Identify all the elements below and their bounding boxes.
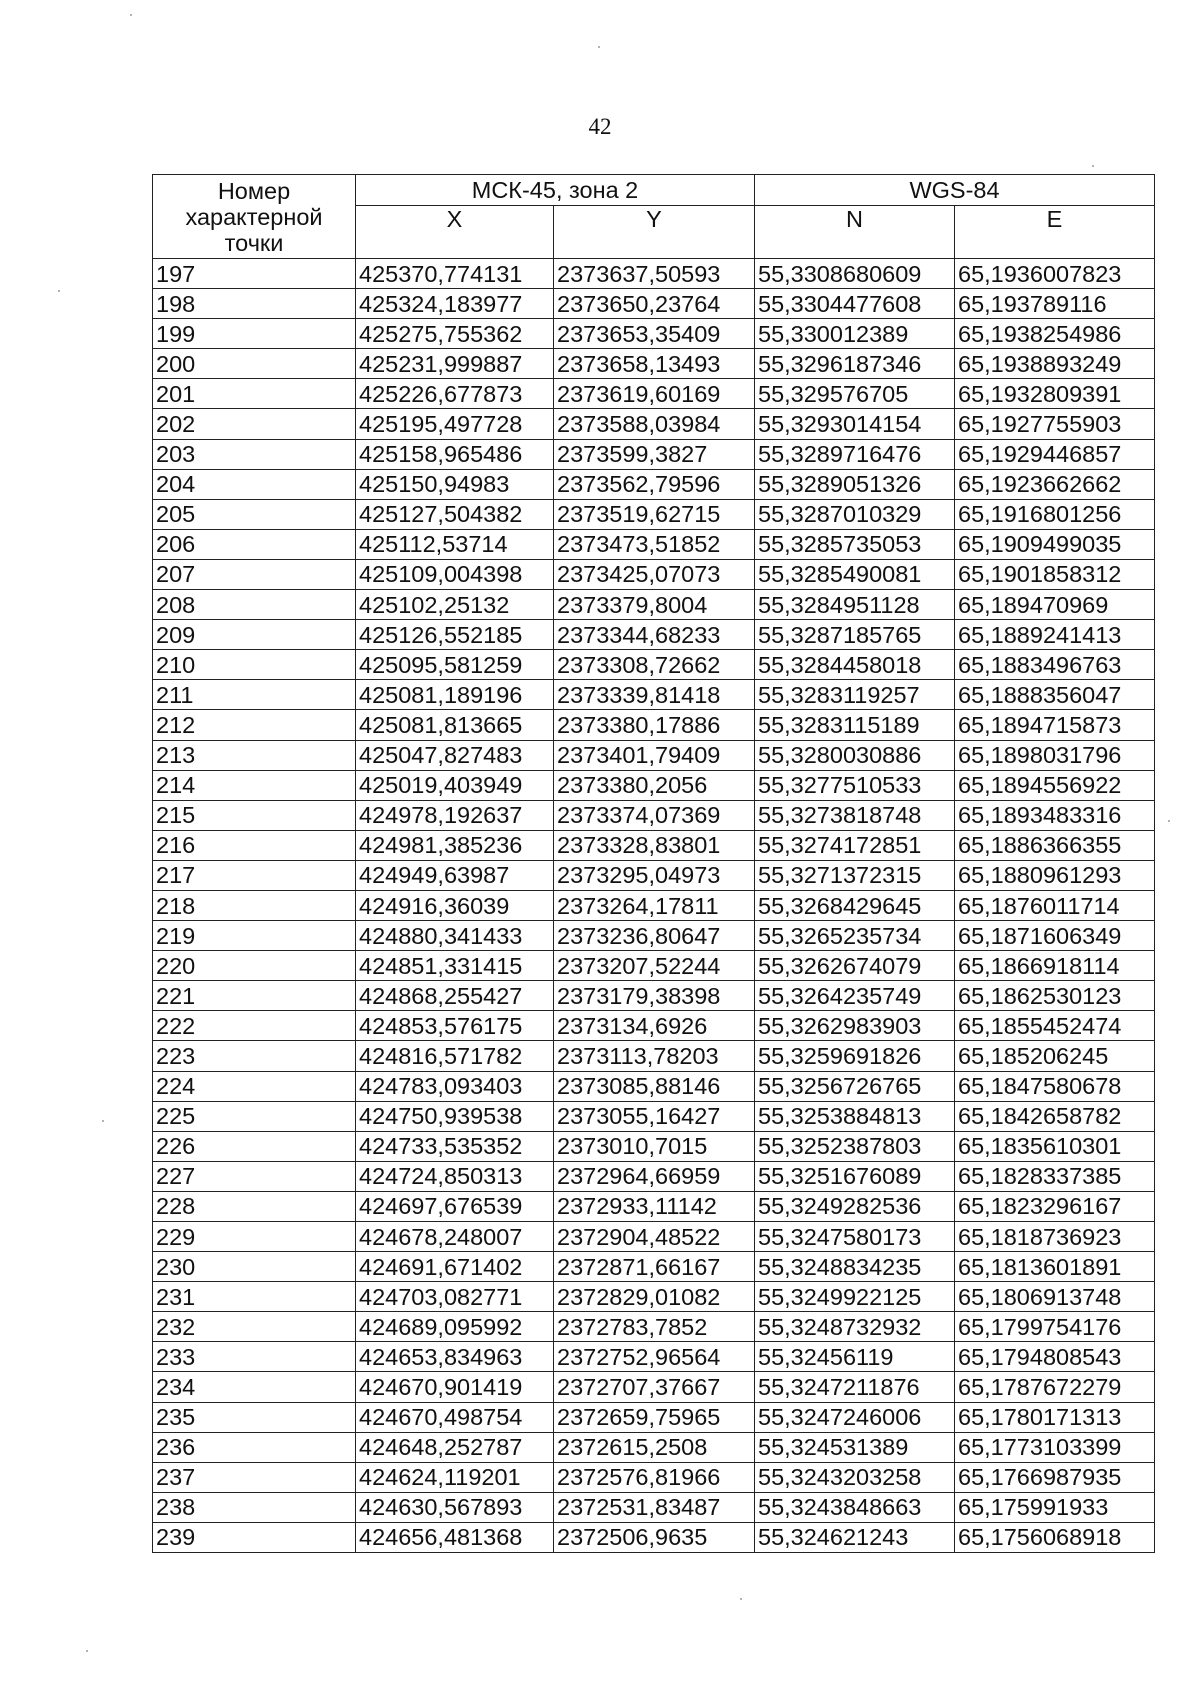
y-cell: 2373236,80647 [554,921,755,951]
point-number-cell: 225 [153,1101,356,1131]
point-number-cell: 204 [153,469,356,499]
n-cell: 55,3285735053 [755,529,955,559]
n-cell: 55,3289716476 [755,439,955,469]
page-number: 42 [588,114,612,139]
point-number-cell: 214 [153,770,356,800]
e-cell: 65,1835610301 [955,1131,1155,1161]
x-cell: 424703,082771 [356,1282,554,1312]
y-cell: 2373179,38398 [554,981,755,1011]
y-cell: 2373653,35409 [554,319,755,349]
table-row [153,770,1155,800]
point-number-cell: 232 [153,1312,356,1342]
point-number-cell: 215 [153,800,356,830]
x-cell: 424853,576175 [356,1011,554,1041]
n-cell: 55,3304477608 [755,289,955,319]
table-row [153,860,1155,890]
e-cell: 65,1894556922 [955,770,1155,800]
e-cell: 65,1932809391 [955,379,1155,409]
n-cell: 55,3285490081 [755,559,955,589]
e-cell: 65,1938893249 [955,349,1155,379]
point-number-cell: 228 [153,1191,356,1221]
table-row [153,1011,1155,1041]
e-cell: 65,1894715873 [955,710,1155,740]
point-number-cell: 208 [153,590,356,620]
y-cell: 2373207,52244 [554,951,755,981]
table-row [153,1282,1155,1312]
n-cell: 55,3296187346 [755,349,955,379]
x-cell: 425019,403949 [356,770,554,800]
table-row [153,890,1155,920]
e-cell: 65,1901858312 [955,559,1155,589]
table-row [153,1041,1155,1071]
e-cell: 65,1766987935 [955,1462,1155,1492]
x-cell: 424689,095992 [356,1312,554,1342]
n-cell: 55,3274172851 [755,830,955,860]
e-cell: 65,1883496763 [955,650,1155,680]
n-cell: 55,3262983903 [755,1011,955,1041]
table-row [153,409,1155,439]
n-cell: 55,3259691826 [755,1041,955,1071]
table-row [153,921,1155,951]
x-cell: 425226,677873 [356,379,554,409]
e-cell: 65,1938254986 [955,319,1155,349]
table-row [153,1342,1155,1372]
point-number-cell: 227 [153,1161,356,1191]
x-cell: 424783,093403 [356,1071,554,1101]
x-cell: 425081,189196 [356,680,554,710]
y-cell: 2372531,83487 [554,1492,755,1522]
point-number-cell: 235 [153,1402,356,1432]
y-cell: 2373650,23764 [554,289,755,319]
e-cell: 65,1842658782 [955,1101,1155,1131]
table-row [153,1522,1155,1552]
n-cell: 55,3284951128 [755,590,955,620]
n-cell: 55,3262674079 [755,951,955,981]
table-row [153,800,1155,830]
table-row [153,439,1155,469]
n-cell: 55,3247211876 [755,1372,955,1402]
table-row [153,1071,1155,1101]
point-number-cell: 211 [153,680,356,710]
e-cell: 65,1929446857 [955,439,1155,469]
x-cell: 424630,567893 [356,1492,554,1522]
table-row [153,1131,1155,1161]
scan-speck [130,14,132,16]
point-number-cell: 203 [153,439,356,469]
y-cell: 2372659,75965 [554,1402,755,1432]
x-cell: 425231,999887 [356,349,554,379]
e-cell: 65,1828337385 [955,1161,1155,1191]
scan-speck [1092,165,1094,167]
y-cell: 2373339,81418 [554,680,755,710]
x-cell: 424949,63987 [356,860,554,890]
y-cell: 2372615,2508 [554,1432,755,1462]
n-cell: 55,3280030886 [755,740,955,770]
n-cell: 55,3273818748 [755,800,955,830]
y-cell: 2373380,17886 [554,710,755,740]
e-cell: 65,1855452474 [955,1011,1155,1041]
y-cell: 2373380,2056 [554,770,755,800]
y-cell: 2372752,96564 [554,1342,755,1372]
e-cell: 65,1847580678 [955,1071,1155,1101]
e-cell: 65,1787672279 [955,1372,1155,1402]
x-cell: 424624,119201 [356,1462,554,1492]
x-cell: 425158,965486 [356,439,554,469]
n-cell: 55,3293014154 [755,409,955,439]
n-cell: 55,3287185765 [755,620,955,650]
table-row [153,1462,1155,1492]
table-header [153,175,1155,259]
x-cell: 424851,331415 [356,951,554,981]
table-row [153,559,1155,589]
x-cell: 424981,385236 [356,830,554,860]
y-cell: 2373619,60169 [554,379,755,409]
table-row [153,650,1155,680]
table-row [153,1252,1155,1282]
point-number-cell: 198 [153,289,356,319]
y-cell: 2373637,50593 [554,259,755,289]
point-number-cell: 239 [153,1522,356,1552]
point-number-cell: 206 [153,529,356,559]
n-cell: 55,3284458018 [755,650,955,680]
e-cell: 65,1898031796 [955,740,1155,770]
e-cell: 65,1893483316 [955,800,1155,830]
point-number-cell: 237 [153,1462,356,1492]
e-cell: 65,1888356047 [955,680,1155,710]
e-cell: 65,185206245 [955,1041,1155,1071]
scan-speck [102,1120,104,1122]
table-row [153,529,1155,559]
e-cell: 65,1909499035 [955,529,1155,559]
y-cell: 2373113,78203 [554,1041,755,1071]
e-cell: 65,1823296167 [955,1191,1155,1221]
x-cell: 424750,939538 [356,1101,554,1131]
x-cell: 424733,535352 [356,1131,554,1161]
e-cell: 65,1806913748 [955,1282,1155,1312]
n-cell: 55,3252387803 [755,1131,955,1161]
point-number-cell: 212 [153,710,356,740]
point-number-cell: 226 [153,1131,356,1161]
e-column-header: E [955,206,1155,259]
point-number-cell: 234 [153,1372,356,1402]
n-cell: 55,3289051326 [755,469,955,499]
y-cell: 2373588,03984 [554,409,755,439]
n-cell: 55,3308680609 [755,259,955,289]
x-cell: 425127,504382 [356,499,554,529]
n-cell: 55,32456119 [755,1342,955,1372]
e-cell: 65,1936007823 [955,259,1155,289]
point-number-cell: 202 [153,409,356,439]
y-cell: 2372904,48522 [554,1222,755,1252]
x-cell: 425095,581259 [356,650,554,680]
n-cell: 55,3264235749 [755,981,955,1011]
n-cell: 55,3247246006 [755,1402,955,1432]
point-number-cell: 209 [153,620,356,650]
n-cell: 55,3283119257 [755,680,955,710]
point-number-cell: 200 [153,349,356,379]
point-number-cell: 207 [153,559,356,589]
y-cell: 2373401,79409 [554,740,755,770]
y-cell: 2372933,11142 [554,1191,755,1221]
e-cell: 65,1886366355 [955,830,1155,860]
scan-speck [598,46,600,48]
point-number-cell: 210 [153,650,356,680]
point-number-header: Номер характерной точки [153,175,356,259]
point-number-cell: 230 [153,1252,356,1282]
x-cell: 425112,53714 [356,529,554,559]
table-row [153,590,1155,620]
table-row [153,830,1155,860]
point-number-cell: 223 [153,1041,356,1071]
n-column-header: N [755,206,955,259]
x-cell: 424691,671402 [356,1252,554,1282]
y-column-header: Y [554,206,755,259]
e-cell: 65,1780171313 [955,1402,1155,1432]
n-cell: 55,324621243 [755,1522,955,1552]
n-cell: 55,3243203258 [755,1462,955,1492]
e-cell: 65,1923662662 [955,469,1155,499]
n-cell: 55,3256726765 [755,1071,955,1101]
x-cell: 424648,252787 [356,1432,554,1462]
y-cell: 2372871,66167 [554,1252,755,1282]
e-cell: 65,175991933 [955,1492,1155,1522]
table-row [153,981,1155,1011]
y-cell: 2372783,7852 [554,1312,755,1342]
y-cell: 2372576,81966 [554,1462,755,1492]
n-cell: 55,3268429645 [755,890,955,920]
x-cell: 424656,481368 [356,1522,554,1552]
e-cell: 65,1799754176 [955,1312,1155,1342]
x-cell: 425195,497728 [356,409,554,439]
y-cell: 2373308,72662 [554,650,755,680]
x-cell: 425324,183977 [356,289,554,319]
table-row [153,379,1155,409]
table-row [153,951,1155,981]
table-row [153,499,1155,529]
e-cell: 65,193789116 [955,289,1155,319]
x-cell: 424670,901419 [356,1372,554,1402]
e-cell: 65,1862530123 [955,981,1155,1011]
x-cell: 424868,255427 [356,981,554,1011]
table-row [153,1101,1155,1131]
y-cell: 2373085,88146 [554,1071,755,1101]
table-row [153,1402,1155,1432]
n-cell: 55,3249922125 [755,1282,955,1312]
point-number-cell: 238 [153,1492,356,1522]
point-number-cell: 218 [153,890,356,920]
e-cell: 65,189470969 [955,590,1155,620]
scan-speck [1168,820,1170,822]
y-cell: 2373519,62715 [554,499,755,529]
x-cell: 424880,341433 [356,921,554,951]
x-cell: 425109,004398 [356,559,554,589]
table-row [153,259,1155,289]
wgs-84-header: WGS-84 [755,175,1155,206]
x-cell: 424816,571782 [356,1041,554,1071]
y-cell: 2373599,3827 [554,439,755,469]
e-cell: 65,1916801256 [955,499,1155,529]
n-cell: 55,3251676089 [755,1161,955,1191]
point-number-cell: 221 [153,981,356,1011]
x-cell: 424670,498754 [356,1402,554,1432]
table-row [153,680,1155,710]
x-cell: 425126,552185 [356,620,554,650]
point-number-cell: 199 [153,319,356,349]
x-cell: 425370,774131 [356,259,554,289]
table-row [153,1222,1155,1252]
point-number-cell: 236 [153,1432,356,1462]
point-number-cell: 201 [153,379,356,409]
n-cell: 55,3243848663 [755,1492,955,1522]
point-number-cell: 219 [153,921,356,951]
table-row [153,1372,1155,1402]
table-body [153,259,1155,1553]
x-cell: 424978,192637 [356,800,554,830]
n-cell: 55,330012389 [755,319,955,349]
y-cell: 2373055,16427 [554,1101,755,1131]
y-cell: 2372506,9635 [554,1522,755,1552]
table-row [153,469,1155,499]
n-cell: 55,3277510533 [755,770,955,800]
table-row [153,289,1155,319]
x-cell: 424653,834963 [356,1342,554,1372]
table-row [153,1432,1155,1462]
e-cell: 65,1813601891 [955,1252,1155,1282]
e-cell: 65,1794808543 [955,1342,1155,1372]
n-cell: 55,3271372315 [755,860,955,890]
y-cell: 2373374,07369 [554,800,755,830]
y-cell: 2373328,83801 [554,830,755,860]
y-cell: 2372707,37667 [554,1372,755,1402]
e-cell: 65,1880961293 [955,860,1155,890]
y-cell: 2372964,66959 [554,1161,755,1191]
e-cell: 65,1889241413 [955,620,1155,650]
n-cell: 55,329576705 [755,379,955,409]
table-row [153,1161,1155,1191]
table-row [153,1312,1155,1342]
point-number-cell: 224 [153,1071,356,1101]
point-number-cell: 217 [153,860,356,890]
x-column-header: X [356,206,554,259]
x-cell: 425102,25132 [356,590,554,620]
table-row [153,349,1155,379]
point-number-cell: 197 [153,259,356,289]
y-cell: 2372829,01082 [554,1282,755,1312]
y-cell: 2373379,8004 [554,590,755,620]
e-cell: 65,1927755903 [955,409,1155,439]
point-number-cell: 213 [153,740,356,770]
scan-speck [58,290,60,292]
scan-speck [740,1598,742,1600]
y-cell: 2373658,13493 [554,349,755,379]
point-number-cell: 233 [153,1342,356,1372]
e-cell: 65,1876011714 [955,890,1155,920]
n-cell: 55,3283115189 [755,710,955,740]
x-cell: 425275,755362 [356,319,554,349]
y-cell: 2373473,51852 [554,529,755,559]
x-cell: 425081,813665 [356,710,554,740]
coordinates-table [152,174,1155,1553]
n-cell: 55,3287010329 [755,499,955,529]
y-cell: 2373344,68233 [554,620,755,650]
table-row [153,319,1155,349]
x-cell: 424724,850313 [356,1161,554,1191]
x-cell: 424697,676539 [356,1191,554,1221]
n-cell: 55,3249282536 [755,1191,955,1221]
table-row [153,1191,1155,1221]
n-cell: 55,3248834235 [755,1252,955,1282]
x-cell: 425150,94983 [356,469,554,499]
table-row [153,710,1155,740]
n-cell: 55,3247580173 [755,1222,955,1252]
table-row [153,740,1155,770]
msk-45-zone-2-header: МСК-45, зона 2 [356,175,755,206]
n-cell: 55,3248732932 [755,1312,955,1342]
n-cell: 55,324531389 [755,1432,955,1462]
e-cell: 65,1818736923 [955,1222,1155,1252]
x-cell: 425047,827483 [356,740,554,770]
point-number-cell: 231 [153,1282,356,1312]
n-cell: 55,3253884813 [755,1101,955,1131]
point-number-cell: 229 [153,1222,356,1252]
e-cell: 65,1756068918 [955,1522,1155,1552]
x-cell: 424916,36039 [356,890,554,920]
y-cell: 2373562,79596 [554,469,755,499]
point-number-cell: 220 [153,951,356,981]
y-cell: 2373264,17811 [554,890,755,920]
table-row [153,620,1155,650]
y-cell: 2373295,04973 [554,860,755,890]
point-number-cell: 216 [153,830,356,860]
n-cell: 55,3265235734 [755,921,955,951]
y-cell: 2373134,6926 [554,1011,755,1041]
point-number-cell: 205 [153,499,356,529]
table-row [153,1492,1155,1522]
e-cell: 65,1871606349 [955,921,1155,951]
e-cell: 65,1866918114 [955,951,1155,981]
scan-speck [86,1650,88,1652]
y-cell: 2373425,07073 [554,559,755,589]
point-number-cell: 222 [153,1011,356,1041]
e-cell: 65,1773103399 [955,1432,1155,1462]
x-cell: 424678,248007 [356,1222,554,1252]
y-cell: 2373010,7015 [554,1131,755,1161]
